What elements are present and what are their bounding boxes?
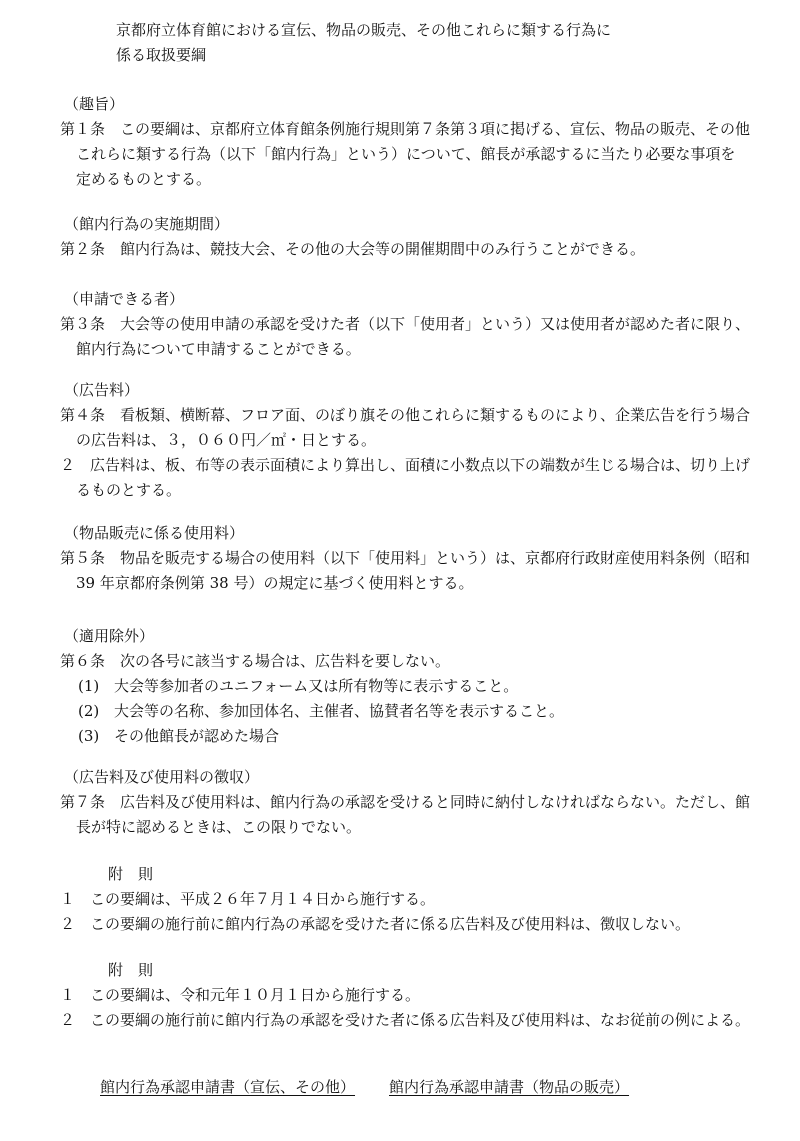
supplementary-heading: 附 則 [108,865,154,883]
supplementary-text: ２ この要綱の施行前に館内行為の承認を受けた者に係る広告料及び使用料は、徴収しない。 [60,915,691,933]
item-number: (1) [78,677,100,695]
item-number: (2) [78,702,100,720]
item-number: (3) [78,727,100,745]
list-item [60,674,750,699]
article-2 [60,212,750,262]
article-text: 第４条 看板類、横断幕、フロア面、のぼり旗その他これらに類するものにより、企業広告を行う場合の広告料は、３，０６０円／㎡・日とする。 [60,406,751,449]
article-3 [60,287,750,362]
supplementary-text: ２ この要綱の施行前に館内行為の承認を受けた者に係る広告料及び使用料は、なお従前の例による。 [60,1011,751,1029]
article-4 [60,378,750,503]
article-6 [60,624,750,749]
article-heading: （適用除外） [64,627,155,645]
article-text: 第３条 大会等の使用申請の承認を受けた者（以下「使用者」という）又は使用者が認めた者に限り、館内行為について申請することができる。 [60,315,751,358]
article-5 [60,521,750,596]
article-text: 第５条 物品を販売する場合の使用料（以下「使用料」という）は、京都府行政財産使用料条例（昭和 39 年京都府条例第 38 号）の規定に基づく使用料とする。 [60,549,751,592]
article-heading: （広告料） [64,381,140,399]
application-form-link-advertising[interactable]: 館内行為承認申請書（宣伝、その他） [100,1078,356,1096]
article-heading: （申請できる者） [64,290,185,308]
document-title [116,18,756,68]
article-heading: （趣旨） [64,95,125,113]
article-text: 第２条 館内行為は、競技大会、その他の大会等の開催期間中のみ行うことができる。 [60,240,646,258]
supplementary-provisions-2 [60,958,750,1033]
item-text: 大会等の名称、参加団体名、主催者、協賛者名等を表示すること。 [114,702,565,720]
item-text: その他館長が認めた場合 [114,727,280,745]
title-line-1: 京都府立体育館における宣伝、物品の販売、その他これらに類する行為に [116,21,612,39]
item-text: 大会等参加者のユニフォーム又は所有物等に表示すること。 [114,677,519,695]
article-heading: （館内行為の実施期間） [64,215,230,233]
supplementary-provisions-1 [60,862,750,937]
article-heading: （広告料及び使用料の徴収） [64,768,260,786]
article-text: 第６条 次の各号に該当する場合は、広告料を要しない。 [60,652,451,670]
article-paragraph-2: ２ 広告料は、板、布等の表示面積により算出し、面積に小数点以下の端数が生じる場合は、切り上げるものとする。 [60,456,751,499]
article-text: 第１条 この要綱は、京都府立体育館条例施行規則第７条第３項に掲げる、宣伝、物品の販売、その他これらに類する行為（以下「館内行為」という）について、館長が承認するに当たり必要な事項を定めるものとする。 [60,120,751,188]
list-item [60,699,750,724]
supplementary-text: １ この要綱は、平成２６年７月１４日から施行する。 [60,890,436,908]
list-item [60,724,750,749]
article-text: 第７条 広告料及び使用料は、館内行為の承認を受けると同時に納付しなければならない。ただし、館長が特に認めるときは、この限りでない。 [60,793,751,836]
supplementary-heading: 附 則 [108,961,154,979]
article-1 [60,92,750,192]
application-form-link-sales[interactable]: 館内行為承認申請書（物品の販売） [389,1078,630,1096]
article-7 [60,765,750,840]
supplementary-text: １ この要綱は、令和元年１０月１日から施行する。 [60,986,421,1004]
article-heading: （物品販売に係る使用料） [64,524,245,542]
form-links [100,1075,720,1100]
title-line-2: 係る取扱要綱 [116,46,207,64]
